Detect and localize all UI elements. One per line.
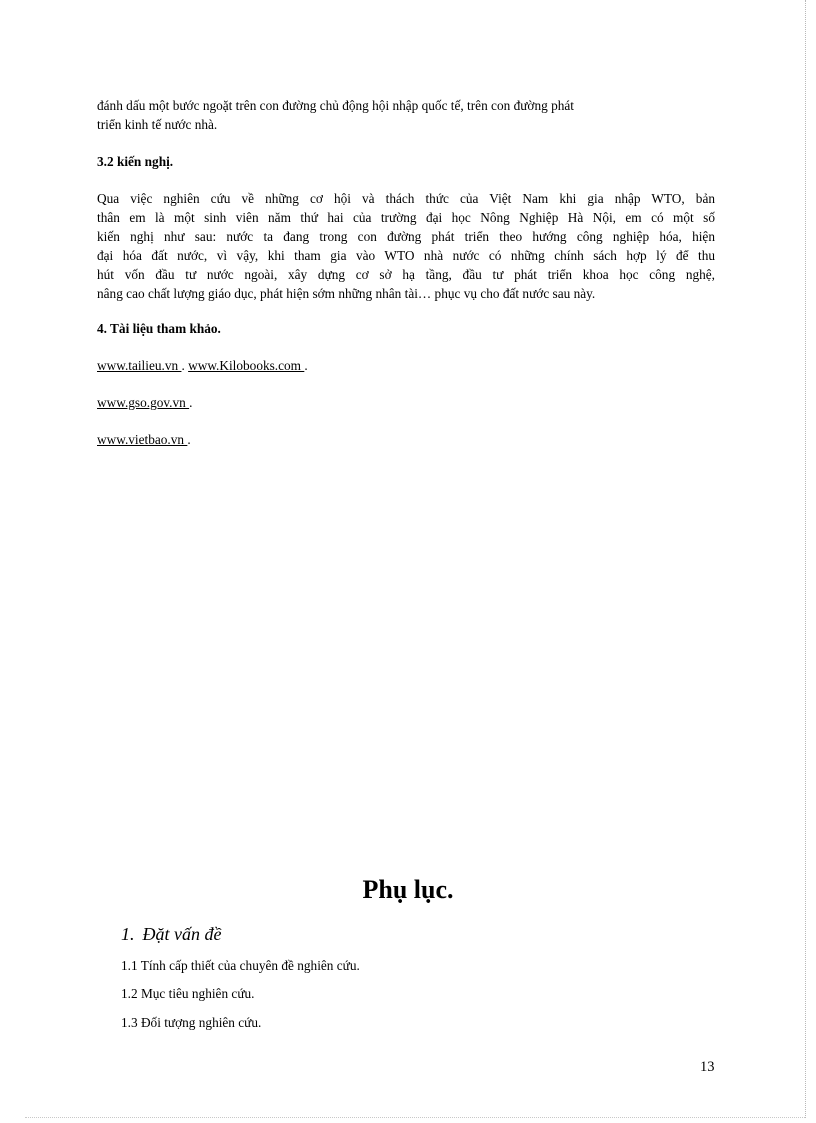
page-bottom-rule [25,1117,805,1118]
section-heading-references: 4. Tài liệu tham khảo. [97,321,221,336]
appendix-title: Phụ lục. [362,875,454,904]
reference-link-kilobooks[interactable]: www.Kilobooks.com [188,358,305,373]
reference-line [97,356,308,375]
paragraph-line: kiến nghị như sau: nước ta đang trong con đường phát triển theo hướng công nghiệp hóa, hiện [97,229,715,244]
reference-tail: . [187,432,191,447]
section-heading-recommendations: 3.2 kiến nghị. [97,154,174,169]
reference-separator: . [181,358,189,373]
reference-tail: . [304,358,308,373]
reference-link-gso[interactable]: www.gso.gov.vn [97,395,190,410]
appendix-item: 1.1 Tính cấp thiết của chuyên đề nghiên cứu. [121,958,360,973]
appendix-heading-text: Đặt vấn đề [142,924,222,944]
intro-line: đánh dấu một bước ngoặt trên con đường chủ động hội nhập quốc tế, trên con đường phát [97,98,574,113]
reference-line [97,393,192,412]
reference-link-vietbao[interactable]: www.vietbao.vn [97,432,188,447]
recommendations-paragraph [97,189,715,303]
intro-paragraph [97,96,697,134]
paragraph-line: thân em là một sinh viên năm thứ hai của trường đại học Nông Nghiệp Hà Nội, em có một số [97,210,715,225]
appendix-heading [121,922,221,946]
reference-link-tailieu[interactable]: www.tailieu.vn [97,358,182,373]
page-edge-rule [805,0,806,1118]
appendix-heading-number: 1. [121,924,135,944]
appendix-item: 1.3 Đối tượng nghiên cứu. [121,1015,262,1030]
paragraph-line: hút vốn đầu tư nước ngoài, xây dựng cơ sở hạ tầng, đầu tư phát triển khoa học công nghệ, [97,267,715,282]
reference-line [97,430,191,449]
paragraph-line: Qua việc nghiên cứu về những cơ hội và thách thức của Việt Nam khi gia nhập WTO, bản [97,191,715,206]
paragraph-line: đại hóa đất nước, vì vậy, khi tham gia vào WTO nhà nước có những chính sách hợp lý để thu [97,248,715,263]
reference-tail: . [189,395,193,410]
page-number: 13 [700,1059,715,1075]
paragraph-line: nâng cao chất lượng giáo dục, phát hiện sớm những nhân tài… phục vụ cho đất nước sau này. [97,286,596,301]
appendix-item: 1.2 Mục tiêu nghiên cứu. [121,986,255,1001]
intro-line: triển kinh tế nước nhà. [97,117,218,132]
